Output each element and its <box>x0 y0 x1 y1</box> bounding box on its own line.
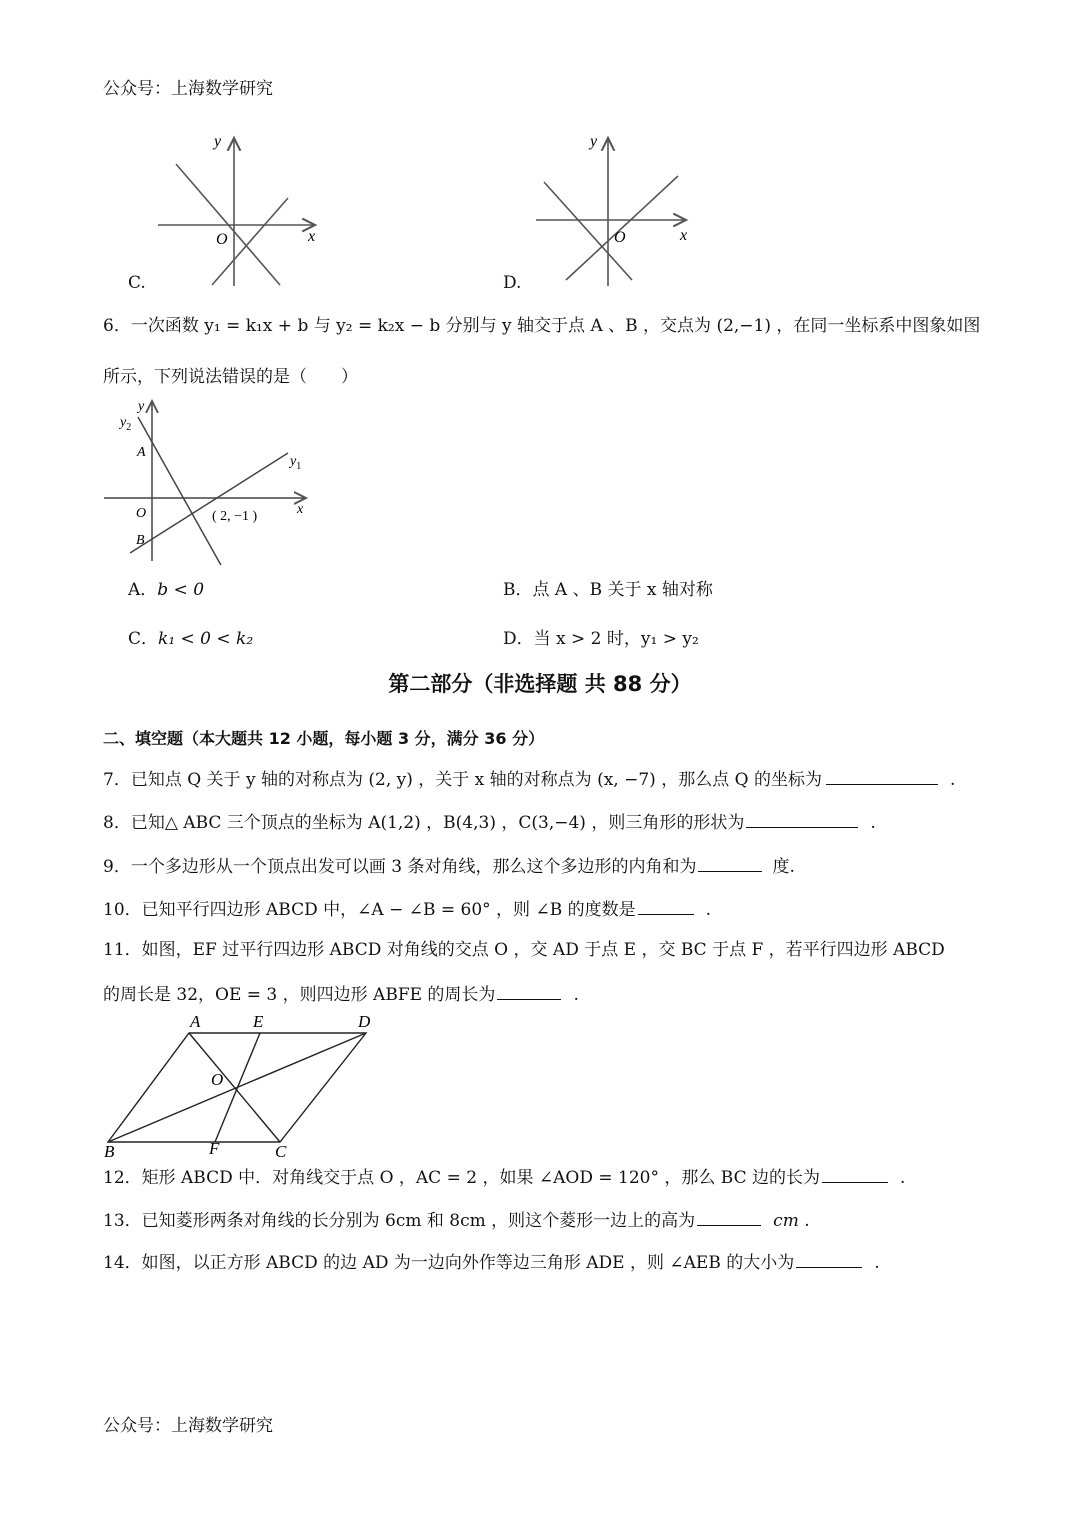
y-label: y <box>138 399 145 414</box>
vertex-d-label: D <box>358 1012 371 1031</box>
q13: 13．已知菱形两条对角线的长分别为 6cm 和 8cm ，则这个菱形一边上的高为 cm . <box>103 1207 810 1233</box>
q8: 8．已知△ ABC 三个顶点的坐标为 A(1,2) ，B(4,3) ，C(3,−4) ，则三角形的形状为 . <box>103 809 876 835</box>
q14: 14．如图，以正方形 ABCD 的边 AD 为一边向外作等边三角形 ADE ，则 ∠AEB 的大小为 . <box>103 1249 880 1275</box>
option-c-graph <box>150 128 330 290</box>
q6-option-a: A．b < 0 <box>128 580 205 600</box>
x-label: x <box>297 502 304 517</box>
answer-blank <box>826 766 938 785</box>
vertex-a-label: A <box>190 1012 201 1031</box>
point-a-label: A <box>137 445 146 460</box>
q6-stem-line2: 所示，下列说法错误的是（ ） <box>103 367 358 387</box>
section-subtitle: 二、填空题（本大题共 12 小题，每小题 3 分，满分 36 分） <box>103 729 545 748</box>
q6-stem-line1: 6．一次函数 y₁ = k₁x + b 与 y₂ = k₂x − b 分别与 y 轴交于点 A 、B ，交点为 (2,−1) ，在同一坐标系中图象如图 <box>103 316 981 336</box>
q6-option-b: B．点 A 、B 关于 x 轴对称 <box>503 580 713 600</box>
q6-option-c: C．k₁ < 0 < k₂ <box>128 629 254 649</box>
x-label: x <box>680 227 688 244</box>
y-label: y <box>590 133 598 150</box>
line-y1 <box>130 453 288 553</box>
origin-label: O <box>216 231 228 248</box>
q6-option-d: D．当 x > 2 时，y₁ > y₂ <box>503 629 699 649</box>
increasing-line <box>566 176 678 280</box>
point-b-label: B <box>136 533 145 548</box>
answer-blank <box>697 1207 761 1226</box>
option-d-graph <box>528 128 708 290</box>
q10: 10．已知平行四边形 ABCD 中，∠A − ∠B = 60° ，则 ∠B 的度数是 . <box>103 896 711 922</box>
vertex-b-label: B <box>104 1142 115 1160</box>
header-watermark: 公众号：上海数学研究 <box>103 79 273 99</box>
y-label: y <box>214 133 222 150</box>
footer-watermark: 公众号：上海数学研究 <box>103 1416 273 1436</box>
option-d-label: D. <box>503 273 522 293</box>
diagonal-ac <box>189 1033 280 1142</box>
answer-blank <box>497 981 561 1000</box>
answer-blank <box>698 853 762 872</box>
section-title: 第二部分（非选择题 共 88 分） <box>388 672 692 696</box>
point-e-label: E <box>253 1012 264 1031</box>
q7: 7．已知点 Q 关于 y 轴的对称点为 (2, y) ，关于 x 轴的对称点为 (x, −7) ，那么点 Q 的坐标为 . <box>103 766 955 792</box>
y1-label: $y_1$ <box>290 454 302 472</box>
line-y2 <box>138 417 222 565</box>
y2-label: $y_2$ <box>120 415 132 433</box>
q6-graph <box>100 395 315 565</box>
q11-line1: 11．如图，EF 过平行四边形 ABCD 对角线的交点 O ，交 AD 于点 E ，交 BC 于点 F ，若平行四边形 ABCD <box>103 940 945 960</box>
q11-line2: 的周长是 32，OE = 3 ，则四边形 ABFE 的周长为 . <box>103 981 579 1007</box>
intersection-label: ( 2, −1 ) <box>212 509 258 524</box>
q12: 12．矩形 ABCD 中．对角线交于点 O ，AC = 2 ，如果 ∠AOD = 120° ，那么 BC 边的长为 . <box>103 1164 905 1190</box>
answer-blank <box>822 1164 888 1183</box>
x-label: x <box>308 228 316 245</box>
point-f-label: F <box>209 1139 220 1158</box>
parallelogram-figure <box>100 1010 385 1160</box>
point-o-label: O <box>211 1070 224 1089</box>
answer-blank <box>638 896 694 915</box>
q9: 9．一个多边形从一个顶点出发可以画 3 条对角线，那么这个多边形的内角和为 度. <box>103 853 795 879</box>
answer-blank <box>796 1249 862 1268</box>
origin-label: O <box>614 229 626 246</box>
option-c-label: C. <box>128 273 146 293</box>
answer-blank <box>746 809 858 828</box>
vertex-c-label: C <box>275 1142 287 1160</box>
origin-label: O <box>136 506 147 521</box>
